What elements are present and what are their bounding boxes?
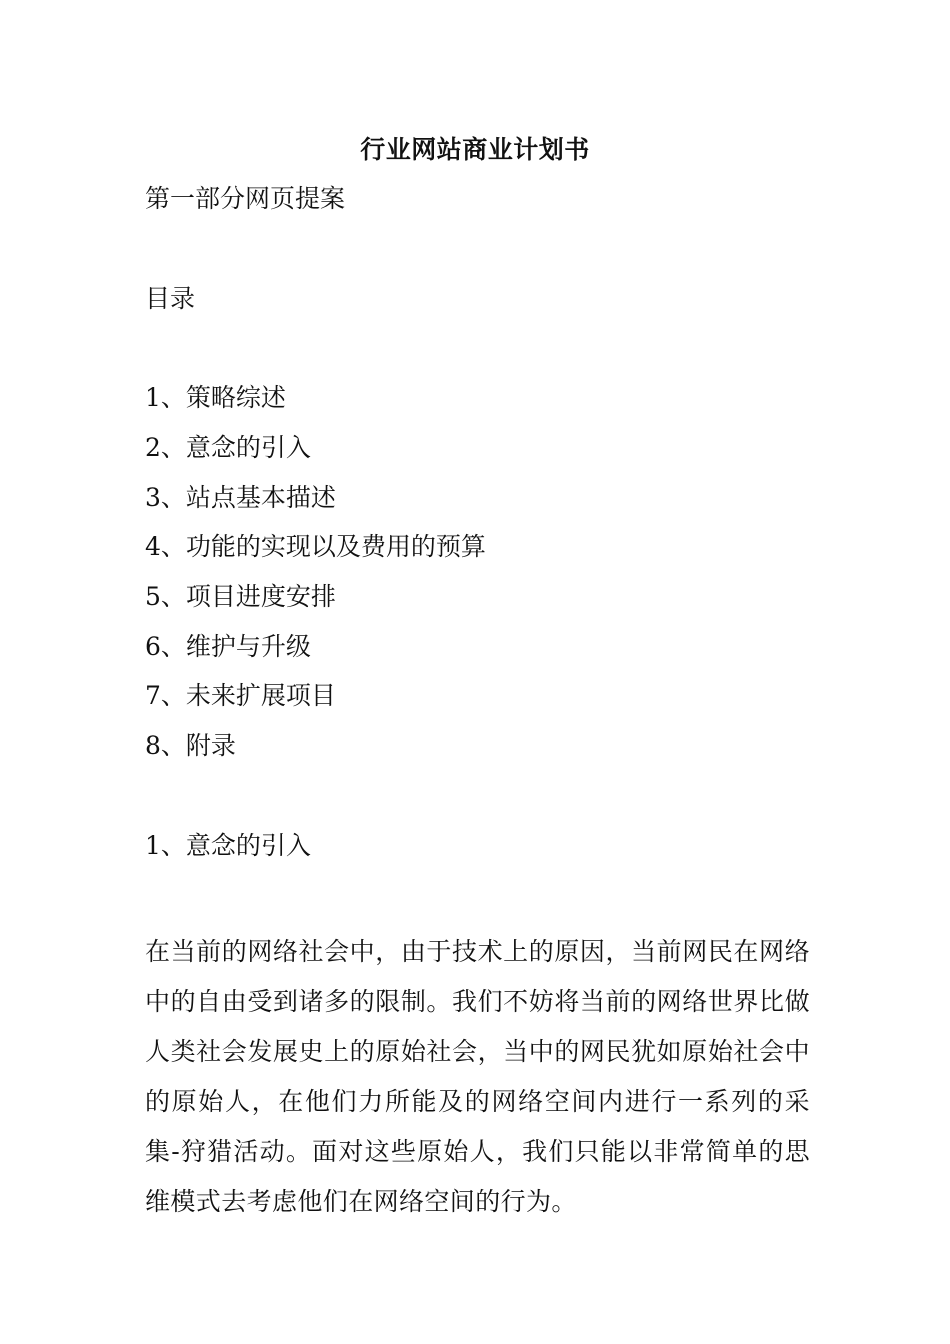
toc-item: 8、附录 xyxy=(145,731,236,760)
section-heading: 1、意念的引入 xyxy=(145,831,311,860)
toc-item: 1、策略综述 xyxy=(145,383,286,412)
toc-item: 4、功能的实现以及费用的预算 xyxy=(145,532,486,561)
document-title: 行业网站商业计划书 xyxy=(360,135,590,164)
toc-item: 2、意念的引入 xyxy=(145,433,311,462)
toc-item: 7、未来扩展项目 xyxy=(145,681,336,710)
toc-item: 3、站点基本描述 xyxy=(145,483,336,512)
toc-heading: 目录 xyxy=(145,284,196,313)
toc-item: 5、项目进度安排 xyxy=(145,582,336,611)
toc-item: 6、维护与升级 xyxy=(145,632,311,661)
part-heading: 第一部分网页提案 xyxy=(145,184,346,213)
body-paragraph: 在当前的网络社会中，由于技术上的原因，当前网民在网络中的自由受到诸多的限制。我们不妨将当前的网络世界比做人类社会发展史上的原始社会，当中的网民犹如原始社会中的原始人，在他们力所能及的网络空间内进行一系列的采集-狩猎活动。面对这些原始人，我们只能以非常简单的思维模式去考虑他们在网络空间的行为。 xyxy=(145,937,810,1216)
